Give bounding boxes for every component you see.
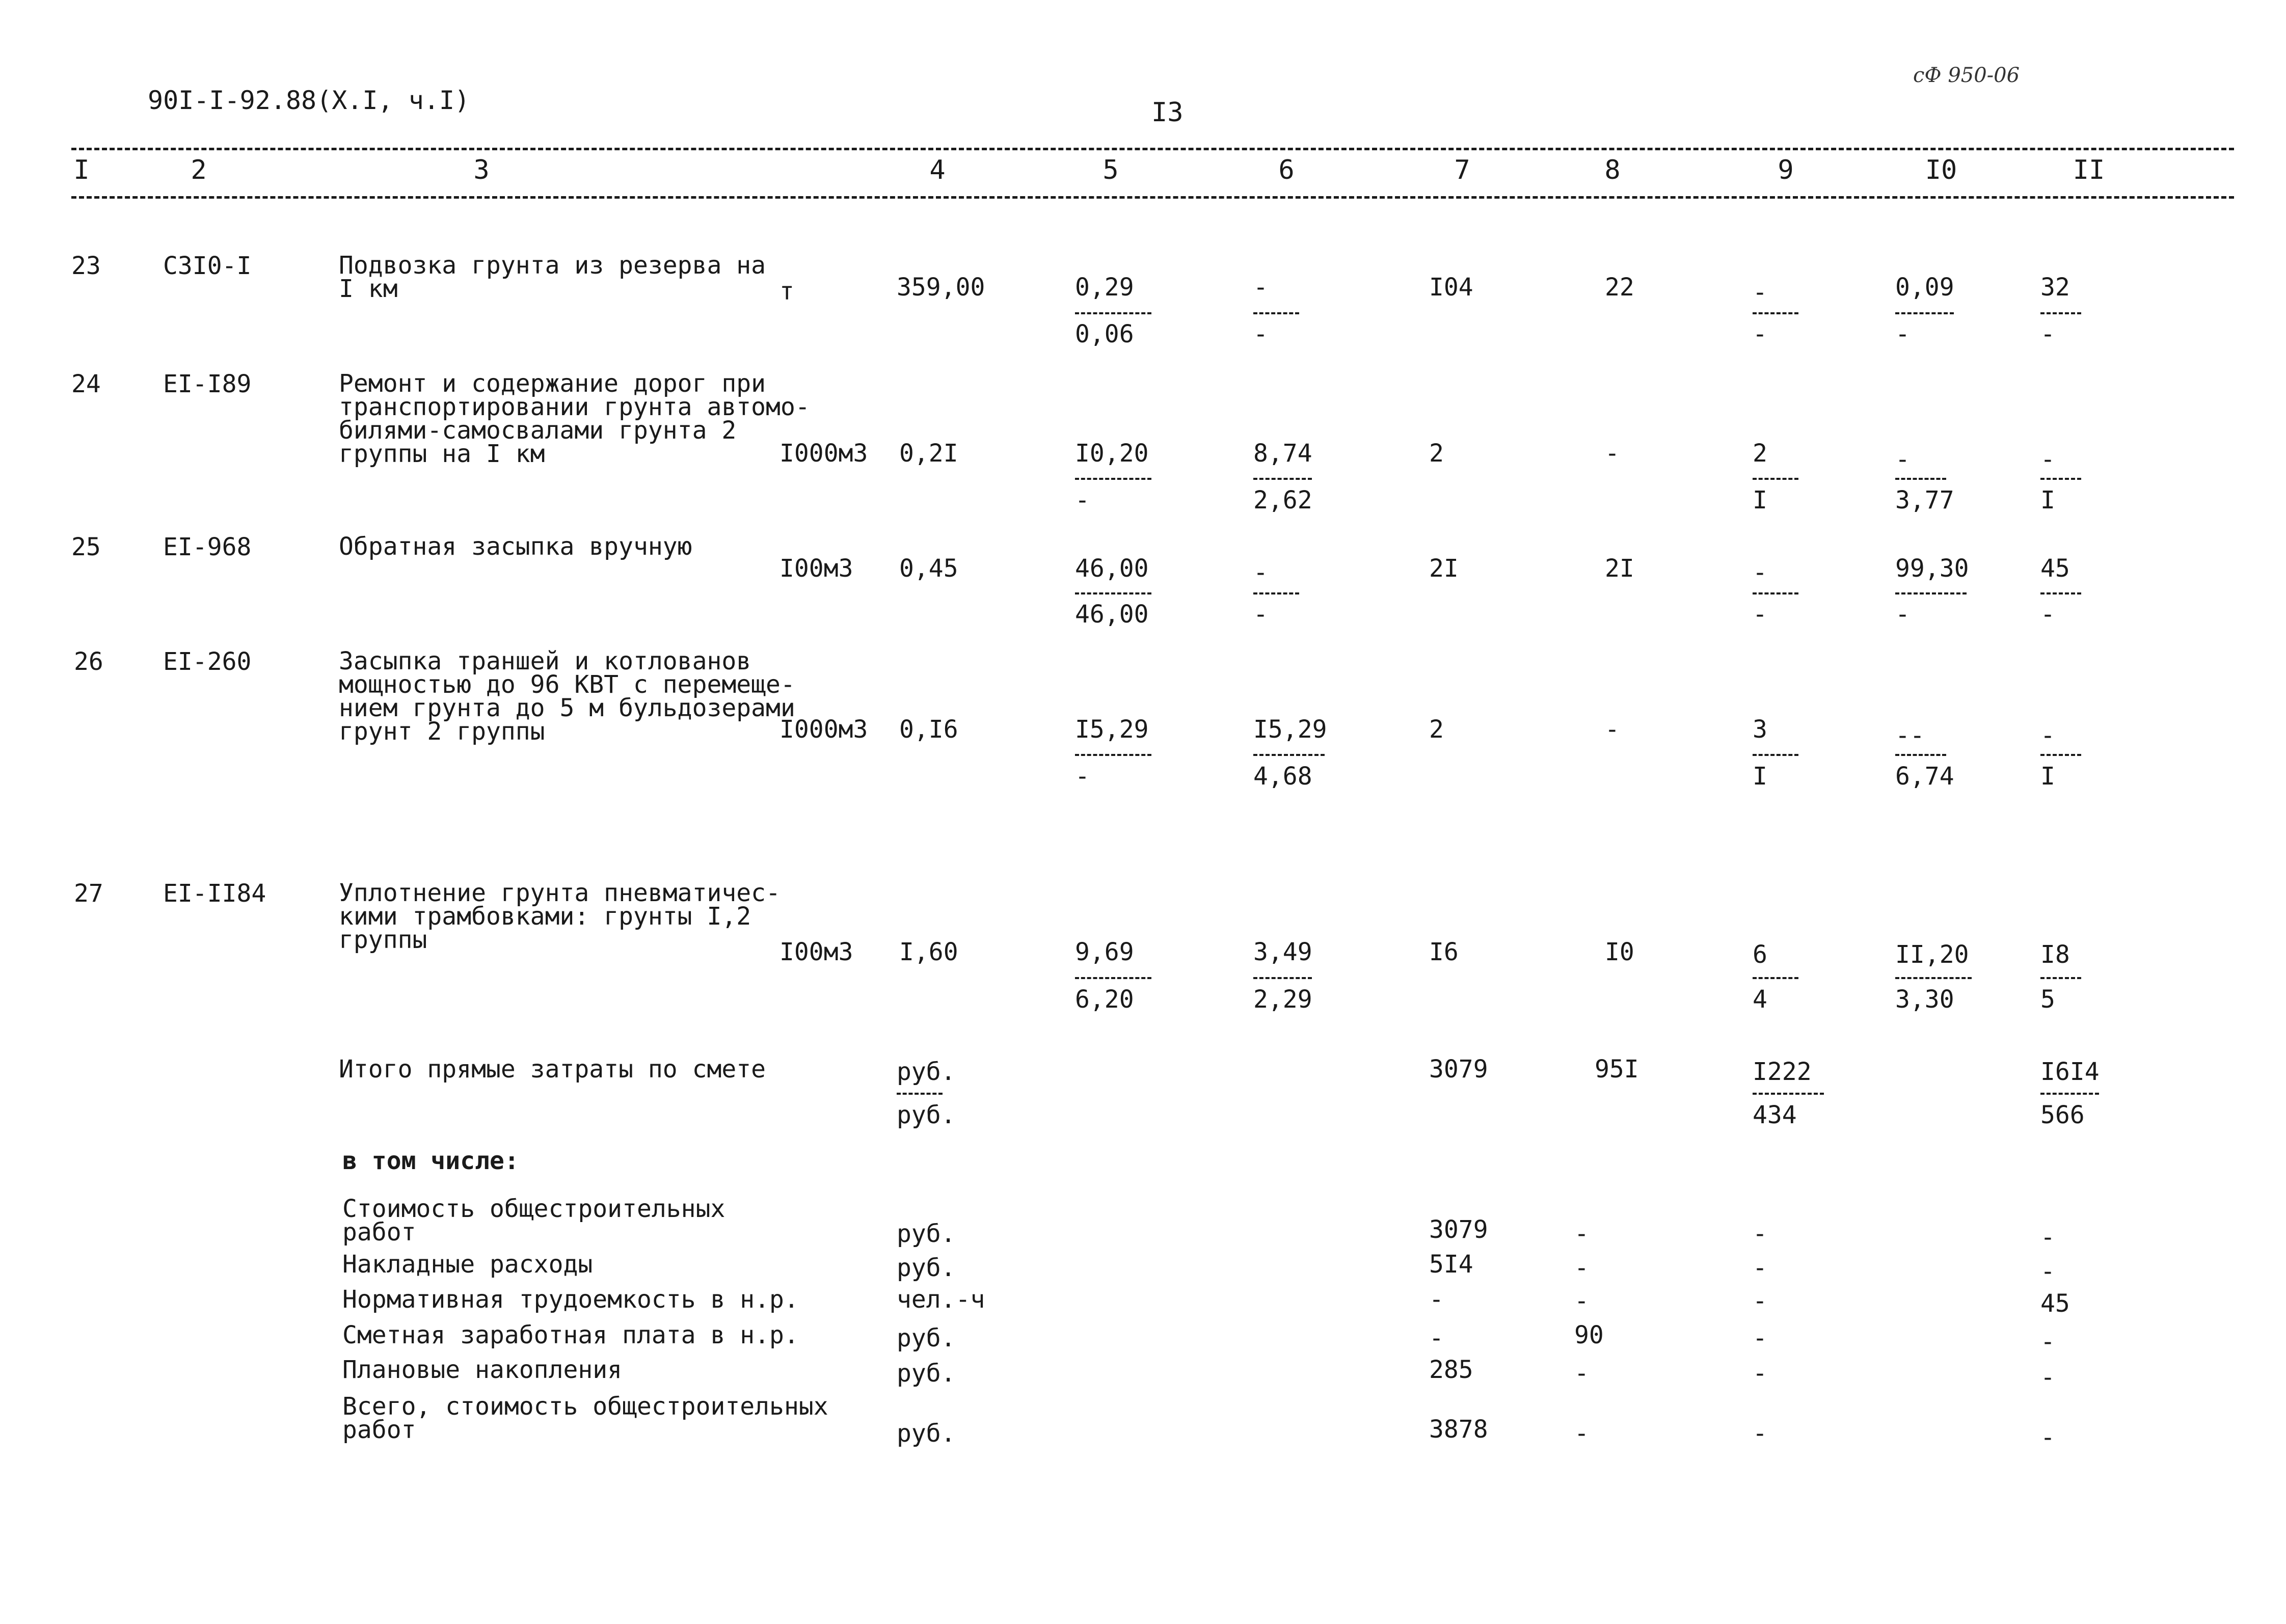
machine-cost-top: - — [1253, 558, 1268, 587]
column-number: I0 — [1925, 155, 1957, 185]
total-col11-bottom: 566 — [2040, 1101, 2085, 1129]
col11-top: 32 — [2040, 273, 2070, 302]
machine-cost-top: 3,49 — [1253, 938, 1312, 966]
fraction-line — [1253, 312, 1299, 314]
unit: т — [779, 277, 794, 306]
unit: I00м3 — [779, 938, 853, 966]
rate-code: EI-II84 — [163, 879, 266, 908]
unit-cost-bottom: 6,20 — [1075, 985, 1134, 1014]
total-cost: 3079 — [1429, 1055, 1488, 1084]
summary-unit: руб. — [897, 1220, 956, 1248]
summary-label: Всего, стоимость общестроительных работ — [342, 1392, 828, 1444]
fraction-line — [1753, 312, 1798, 314]
total-cost: I6 — [1429, 938, 1459, 966]
unit-cost-top: 0,29 — [1075, 273, 1134, 302]
fraction-line — [1075, 977, 1151, 979]
col10-bottom: - — [1895, 600, 1910, 629]
column-number: 8 — [1604, 155, 1621, 185]
unit-cost-top: I5,29 — [1075, 715, 1149, 744]
unit: I00м3 — [779, 554, 853, 583]
fraction-line — [1895, 312, 1954, 314]
col10-top: -- — [1895, 721, 1925, 750]
fraction-line — [2040, 977, 2081, 979]
unit-cost-top: I0,20 — [1075, 439, 1149, 468]
fraction-line — [2040, 312, 2081, 314]
quantity: 0,45 — [899, 554, 958, 583]
summary-unit: руб. — [897, 1419, 956, 1448]
fraction-line — [2040, 478, 2081, 480]
col10-bottom: 3,77 — [1895, 486, 1954, 515]
fraction-line — [1253, 592, 1299, 594]
fraction-line — [1753, 754, 1798, 756]
summary-label: Накладные расходы — [342, 1250, 593, 1279]
row-number: 23 — [71, 252, 101, 280]
col10-top: 99,30 — [1895, 554, 1969, 583]
row-number: 26 — [74, 647, 103, 676]
fraction-line — [2040, 592, 2081, 594]
unit-cost-top: 9,69 — [1075, 938, 1134, 966]
wage-cost: I0 — [1605, 938, 1634, 966]
summary-col8: - — [1574, 1359, 1589, 1388]
unit: I000м3 — [779, 439, 868, 468]
machine-cost-top: 8,74 — [1253, 439, 1312, 468]
work-description: Подвозка грунта из резерва на I км — [339, 251, 766, 303]
fraction-line — [1075, 592, 1151, 594]
fraction-line — [897, 1093, 943, 1095]
fraction-line — [2040, 1093, 2099, 1095]
row-number: 27 — [74, 879, 103, 908]
col9-bottom: - — [1753, 320, 1767, 348]
quantity: 0,2I — [899, 439, 958, 468]
col11-bottom: 5 — [2040, 985, 2055, 1014]
unit-cost-bottom: 0,06 — [1075, 320, 1134, 348]
col11-top: I8 — [2040, 940, 2070, 969]
summary-label: Стоимость общестроительных работ — [342, 1195, 725, 1247]
col11-bottom: I — [2040, 762, 2055, 791]
rate-code: C3I0-I — [163, 252, 252, 280]
col11-top: - — [2040, 721, 2055, 750]
col9-top: 6 — [1753, 940, 1767, 969]
summary-col9: - — [1753, 1254, 1767, 1282]
col9-top: 3 — [1753, 715, 1767, 744]
total-cost: 2I — [1429, 554, 1459, 583]
summary-col11: 45 — [2040, 1289, 2070, 1318]
fraction-line — [1253, 754, 1325, 756]
fraction-line — [1753, 478, 1798, 480]
summary-col11: - — [2040, 1423, 2055, 1452]
summary-col7: - — [1429, 1285, 1444, 1314]
col10-bottom: 6,74 — [1895, 762, 1954, 791]
col9-top: - — [1753, 558, 1767, 587]
summary-col11: - — [2040, 1257, 2055, 1286]
total-col11-top: I6I4 — [2040, 1058, 2100, 1086]
rate-code: EI-I89 — [163, 370, 252, 398]
fraction-line — [2040, 754, 2081, 756]
work-description: Обратная засыпка вручную — [339, 532, 692, 561]
summary-unit: руб. — [897, 1324, 956, 1352]
unit-cost-bottom: - — [1075, 486, 1090, 515]
total-unit-bottom: руб. — [897, 1101, 956, 1129]
fraction-line — [1753, 592, 1798, 594]
wage-cost: - — [1605, 439, 1620, 468]
unit: I000м3 — [779, 715, 868, 744]
total-col9-bottom: 434 — [1753, 1101, 1797, 1129]
col9-top: - — [1753, 278, 1767, 307]
summary-label: Нормативная трудоемкость в н.р. — [342, 1285, 799, 1314]
machine-cost-bottom: - — [1253, 600, 1268, 629]
col11-bottom: - — [2040, 320, 2055, 348]
handwritten-note: сФ 950-06 — [1913, 64, 2020, 87]
fraction-line — [1253, 478, 1312, 480]
machine-cost-top: - — [1253, 273, 1268, 302]
total-label: Итого прямые затраты по смете — [339, 1055, 766, 1084]
summary-col8: - — [1574, 1254, 1589, 1282]
unit-cost-bottom: - — [1075, 762, 1090, 791]
work-description: Засыпка траншей и котлованов мощностью до 96 КВТ с перемеще- нием грунта до 5 м бульдозерами грунт 2 группы — [339, 647, 795, 746]
column-number: 4 — [929, 155, 946, 185]
summary-col7: 3079 — [1429, 1215, 1488, 1244]
column-number: 9 — [1778, 155, 1794, 185]
summary-label: Плановые накопления — [342, 1356, 623, 1384]
column-number: II — [2073, 155, 2105, 185]
summary-col8: - — [1574, 1220, 1589, 1248]
summary-col9: - — [1753, 1419, 1767, 1448]
column-number: I — [73, 155, 90, 185]
col9-bottom: 4 — [1753, 985, 1767, 1014]
wage-cost: 2I — [1605, 554, 1634, 583]
summary-col9: - — [1753, 1287, 1767, 1315]
total-unit-top: руб. — [897, 1058, 956, 1086]
summary-col9: - — [1753, 1220, 1767, 1248]
summary-col11: - — [2040, 1363, 2055, 1392]
fraction-line — [1753, 977, 1798, 979]
column-number: 7 — [1454, 155, 1470, 185]
wage-cost: - — [1605, 715, 1620, 744]
col9-top: 2 — [1753, 439, 1767, 468]
machine-cost-bottom: 2,29 — [1253, 985, 1312, 1014]
page-number: I3 — [1151, 97, 1184, 128]
summary-col8: - — [1574, 1287, 1589, 1315]
col11-top: 45 — [2040, 554, 2070, 583]
machine-cost-bottom: 2,62 — [1253, 486, 1312, 515]
col9-bottom: I — [1753, 486, 1767, 515]
column-number: 5 — [1102, 155, 1119, 185]
total-col9-top: I222 — [1753, 1058, 1812, 1086]
total-cost: 2 — [1429, 715, 1444, 744]
summary-col9: - — [1753, 1324, 1767, 1352]
fraction-line — [1753, 1093, 1824, 1095]
summary-col8: - — [1574, 1419, 1589, 1448]
quantity: I,60 — [899, 938, 958, 966]
fraction-line — [1895, 977, 1972, 979]
document-code: 90I-I-92.88(X.I, ч.I) — [148, 86, 470, 115]
summary-col7: 3878 — [1429, 1415, 1488, 1444]
quantity: 359,00 — [897, 273, 985, 302]
summary-col11: - — [2040, 1328, 2055, 1356]
col10-top: - — [1895, 445, 1910, 474]
summary-unit: чел.-ч — [897, 1285, 985, 1314]
col10-bottom: 3,30 — [1895, 985, 1954, 1014]
col11-bottom: I — [2040, 486, 2055, 515]
col11-bottom: - — [2040, 600, 2055, 629]
machine-cost-top: I5,29 — [1253, 715, 1327, 744]
column-number: 3 — [473, 155, 490, 185]
header-bottom-rule — [71, 196, 2234, 199]
header-top-rule — [71, 148, 2234, 150]
fraction-line — [1075, 312, 1151, 314]
summary-col7: 5I4 — [1429, 1250, 1473, 1279]
rate-code: EI-968 — [163, 533, 252, 561]
summary-col7: 285 — [1429, 1356, 1473, 1384]
fraction-line — [1075, 754, 1151, 756]
fraction-line — [1895, 592, 1967, 594]
summary-col7: - — [1429, 1324, 1444, 1352]
fraction-line — [1895, 754, 1946, 756]
fraction-line — [1895, 478, 1946, 480]
row-number: 24 — [71, 370, 101, 398]
fraction-line — [1075, 478, 1151, 480]
summary-unit: руб. — [897, 1254, 956, 1282]
including-label: в том числе: — [342, 1147, 519, 1175]
rate-code: EI-260 — [163, 647, 252, 676]
col9-bottom: - — [1753, 600, 1767, 629]
total-cost: I04 — [1429, 273, 1473, 302]
total-wage: 95I — [1595, 1055, 1639, 1084]
work-description: Уплотнение грунта пневматичес- кими трамбовками: грунты I,2 группы — [339, 879, 781, 954]
summary-col9: - — [1753, 1359, 1767, 1388]
col10-top: II,20 — [1895, 940, 1969, 969]
unit-cost-bottom: 46,00 — [1075, 600, 1149, 629]
summary-col8: 90 — [1574, 1321, 1604, 1349]
column-number: 6 — [1278, 155, 1295, 185]
col11-top: - — [2040, 445, 2055, 474]
summary-label: Сметная заработная плата в н.р. — [342, 1321, 799, 1349]
work-description: Ремонт и содержание дорог при транспортировании грунта автомо- билями-самосвалами грунта 2 группы на I км — [339, 369, 810, 468]
summary-unit: руб. — [897, 1359, 956, 1388]
wage-cost: 22 — [1605, 273, 1634, 302]
col10-top: 0,09 — [1895, 273, 1954, 302]
quantity: 0,I6 — [899, 715, 958, 744]
machine-cost-bottom: - — [1253, 320, 1268, 348]
unit-cost-top: 46,00 — [1075, 554, 1149, 583]
col9-bottom: I — [1753, 762, 1767, 791]
col10-bottom: - — [1895, 320, 1910, 348]
machine-cost-bottom: 4,68 — [1253, 762, 1312, 791]
total-cost: 2 — [1429, 439, 1444, 468]
column-number: 2 — [191, 155, 207, 185]
summary-col11: - — [2040, 1223, 2055, 1252]
fraction-line — [1253, 977, 1312, 979]
row-number: 25 — [71, 533, 101, 561]
